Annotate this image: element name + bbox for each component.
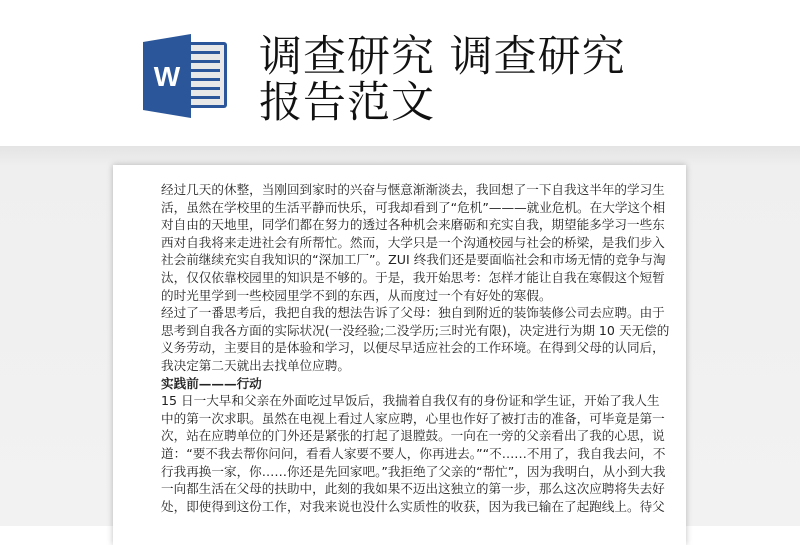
text-line: 经过几天的休整，当刚回到家时的兴奋与惬意渐渐淡去，我回想了一下自我这半年的学习生 bbox=[161, 182, 665, 197]
text-line: 汰，仅仅依靠校园里的知识是不够的。于是，我开始思考：怎样才能让自我在寒假这个短暂 bbox=[161, 269, 665, 285]
text-line: 行我再换一家，你……你还是先回家吧。”我拒绝了父亲的“帮忙”，因为我明白，从小到大我 bbox=[161, 463, 666, 479]
text-line: 义务劳动，主要目的是体验和学习，以便尽早适应社会的工作环境。在得到父母的认同后， bbox=[161, 340, 665, 356]
text-line: 社会前继续充实自我知识的“深加工厂”。ZUI 终我们还是要面临社会和市场无情的竞争与淘 bbox=[161, 252, 666, 268]
text-line: 思考到自我各方面的实际状况(一没经验;二没学历;三时光有限)，决定进行为期 10 天无偿的 bbox=[161, 322, 670, 338]
page-title bbox=[259, 34, 626, 126]
title-line: 调查研究 调查研究 bbox=[259, 32, 626, 82]
text-line: 经过了一番思考后，我把自我的想法告诉了父母：独自到附近的装饰装修公司去应聘。由于 bbox=[161, 305, 665, 321]
text-line: 次，站在应聘单位的门外还是紧张的打起了退膛鼓。一向在一旁的父亲看出了我的心思，说 bbox=[161, 428, 665, 444]
text-line: 西对自我将来走进社会有所帮忙。然而，大学只是一个沟通校园与社会的桥梁，是我们步入 bbox=[161, 234, 665, 250]
word-document-icon bbox=[143, 34, 229, 118]
svg-text:W: W bbox=[153, 61, 181, 92]
document-body bbox=[161, 181, 681, 515]
text-line: 的时光里学到一些校园里学不到的东西，从而度过一个有好处的寒假。 bbox=[161, 287, 552, 303]
section-heading: 实践前———行动 bbox=[161, 375, 262, 391]
title-line: 报告范文 bbox=[259, 78, 435, 128]
paragraph-2 bbox=[161, 304, 681, 374]
text-line: 中的第一次求职。虽然在电视上看过人家应聘，心里也作好了被打击的准备，可毕竟是第一 bbox=[161, 410, 665, 426]
text-line: 我决定第二天就出去找单位应聘。 bbox=[161, 357, 350, 373]
text-line: 对自由的天地里，同学们都在努力的透过各种机会来磨砺和充实自我，期望能多学习一些东 bbox=[161, 217, 665, 233]
text-line: 处，即使得到这份工作，对我来说也没什么实质性的收获，因为我已输在了起跑线上。待父 bbox=[161, 498, 665, 514]
text-line: 道：“要不我去帮你问问，看看人家要不要人，你再进去。”“不……不用了，我自我去问，不 bbox=[161, 445, 666, 461]
text-line: 15 日一大早和父亲在外面吃过早饭后，我揣着自我仅有的身份证和学生证，开始了我人生 bbox=[161, 393, 660, 409]
paragraph-3 bbox=[161, 392, 681, 515]
paragraph-1 bbox=[161, 181, 681, 304]
text-line: 一向都生活在父母的扶助中，此刻的我如果不迈出这独立的第一步，那么这次应聘将失去好 bbox=[161, 481, 665, 497]
text-line: 活，虽然在学校里的生活平静而快乐，可我却看到了“危机”———就业危机。在大学这个相 bbox=[161, 199, 666, 215]
